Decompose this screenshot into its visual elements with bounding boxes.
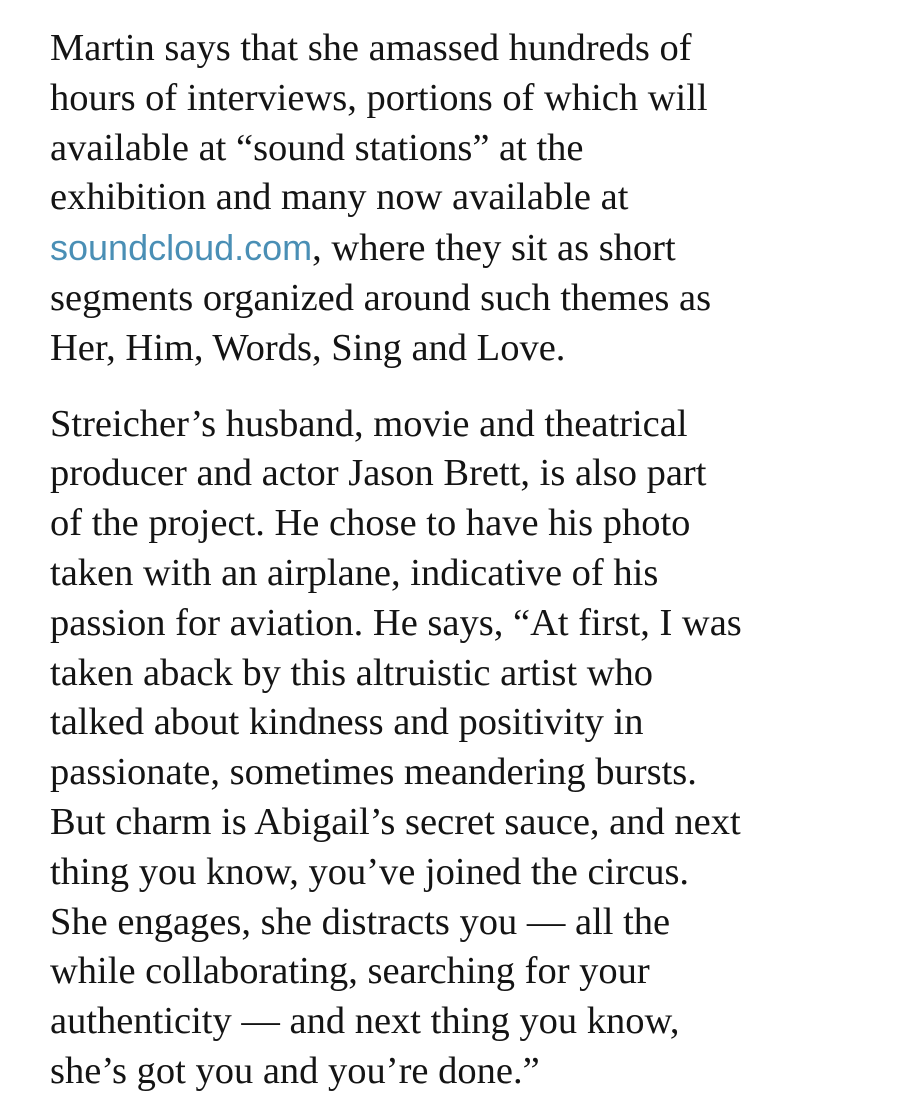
text-line: authenticity — and next thing you know,	[50, 1000, 680, 1043]
text-line: But charm is Abigail’s secret sauce, and next	[50, 800, 741, 843]
text-line: hours of interviews, portions of which will	[50, 76, 708, 119]
paragraph-jason-brett	[50, 400, 884, 1097]
text-line: of the project. He chose to have his photo	[50, 502, 691, 545]
text-line: segments organized around such themes as	[50, 276, 712, 319]
text-line: available at “sound stations” at the	[50, 126, 584, 169]
text-line: taken with an airplane, indicative of his	[50, 551, 659, 594]
text-line-with-link	[50, 223, 884, 274]
text-line: she’s got you and you’re done.”	[50, 1049, 540, 1092]
text-fragment: , where they sit as short	[312, 227, 676, 270]
text-line: She engages, she distracts you — all the	[50, 900, 671, 943]
text-line: Martin says that she amassed hundreds of	[50, 27, 692, 69]
text-line: Streicher’s husband, movie and theatrical	[50, 402, 688, 445]
text-line: passion for aviation. He says, “At first, I was	[50, 601, 742, 644]
paragraph-interviews	[50, 24, 884, 374]
soundcloud-link[interactable]: soundcloud.com	[50, 227, 313, 269]
text-line: Her, Him, Words, Sing and Love.	[50, 326, 566, 369]
text-line: talked about kindness and positivity in	[50, 701, 644, 744]
text-line: passionate, sometimes meandering bursts.	[50, 751, 697, 794]
text-line: thing you know, you’ve joined the circus.	[50, 850, 690, 893]
text-line: exhibition and many now available at	[50, 176, 629, 219]
text-line: producer and actor Jason Brett, is also part	[50, 452, 707, 495]
text-line: while collaborating, searching for your	[50, 950, 650, 993]
text-line: taken aback by this altruistic artist who	[50, 651, 654, 694]
